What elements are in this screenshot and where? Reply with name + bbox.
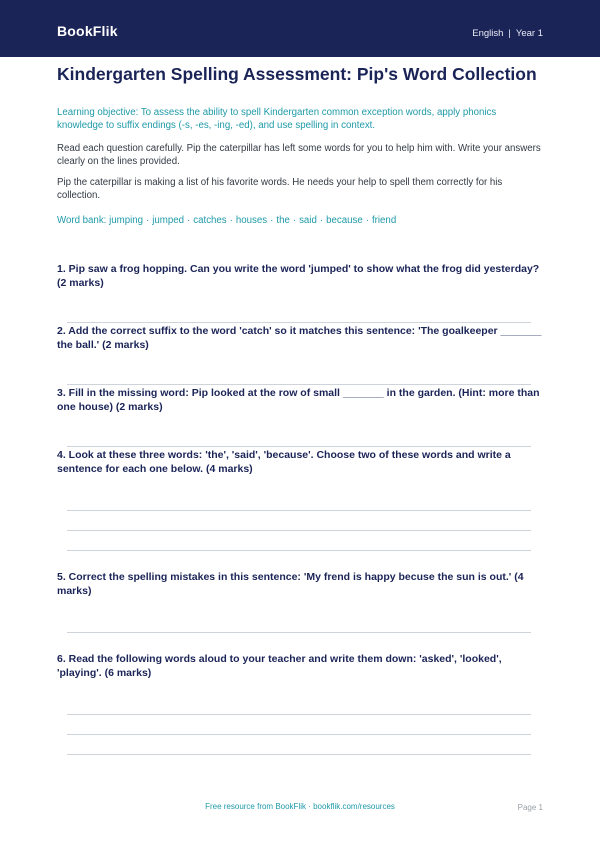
footer-text[interactable]: Free resource from BookFlik · bookflik.com/resources (205, 802, 395, 811)
answer-line[interactable] (67, 754, 531, 755)
question-1: 1. Pip saw a frog hopping. Can you write the word 'jumped' to show what the frog did yesterday? (2 marks) (57, 263, 540, 289)
word-bank-separator: · (146, 215, 150, 226)
question-6: 6. Read the following words aloud to your teacher and write them down: 'asked', 'looked', 'playing'. (6 marks) (57, 653, 502, 679)
year-label: Year 1 (515, 28, 543, 39)
question-2: 2. Add the correct suffix to the word 'catch' so it matches this sentence: 'The goalkeeper _______ the ball.' (2 marks) (57, 325, 542, 351)
learning-objective: Learning objective: To assess the ability to spell Kindergarten common exception words, apply phonics knowledge to suffix endings (-s, -es, -ing, -ed), and use spelling in context. (57, 107, 497, 131)
word-bank-list (109, 215, 396, 226)
subject-label: English (472, 28, 504, 39)
instructions-paragraph: Read each question carefully. Pip the caterpillar has left some words for you to help him with. Write your answers clearly on the lines provided. (57, 143, 541, 167)
answer-line[interactable] (67, 322, 531, 323)
brand-logo[interactable]: BookFlik (57, 23, 118, 39)
page-title: Kindergarten Spelling Assessment: Pip's Word Collection (57, 64, 537, 84)
word-bank-word: jumping (109, 215, 144, 226)
header-bar (0, 0, 600, 57)
answer-line[interactable] (67, 446, 531, 447)
answer-line[interactable] (67, 734, 531, 735)
question-3: 3. Fill in the missing word: Pip looked at the row of small _______ in the garden. (Hint: more than one house) (2 marks) (57, 387, 540, 413)
word-bank-separator: · (319, 215, 324, 226)
meta-separator: | (508, 28, 511, 39)
word-bank-separator: · (270, 215, 274, 226)
word-bank-word: because (326, 215, 363, 226)
answer-line[interactable] (67, 632, 531, 633)
word-bank (57, 214, 543, 227)
word-bank-separator: · (292, 215, 297, 226)
context-paragraph: Pip the caterpillar is making a list of his favorite words. He needs your help to spell them correctly for his collection. (57, 177, 503, 201)
answer-line[interactable] (67, 530, 531, 531)
word-bank-word: jumped (152, 215, 185, 226)
answer-line[interactable] (67, 510, 531, 511)
word-bank-label: Word bank: (57, 215, 107, 226)
worksheet-intro (57, 64, 543, 227)
page-number: Page 1 (517, 803, 543, 812)
word-bank-separator: · (365, 215, 369, 226)
question-4: 4. Look at these three words: 'the', 'said', 'because'. Choose two of these words and write a sentence for each one below. (4 marks) (57, 449, 511, 475)
answer-line[interactable] (67, 384, 531, 385)
answer-line[interactable] (67, 550, 531, 551)
word-bank-word: friend (371, 215, 397, 226)
word-bank-separator: · (229, 215, 233, 226)
word-bank-word: the (276, 215, 290, 226)
answer-line[interactable] (67, 714, 531, 715)
word-bank-separator: · (187, 215, 191, 226)
word-bank-word: houses (235, 215, 268, 226)
word-bank-word: said (299, 215, 317, 226)
question-5: 5. Correct the spelling mistakes in this sentence: 'My frend is happy becuse the sun is out.' (4 marks) (57, 571, 524, 597)
subject-year (472, 28, 543, 39)
word-bank-word: catches (193, 215, 227, 226)
